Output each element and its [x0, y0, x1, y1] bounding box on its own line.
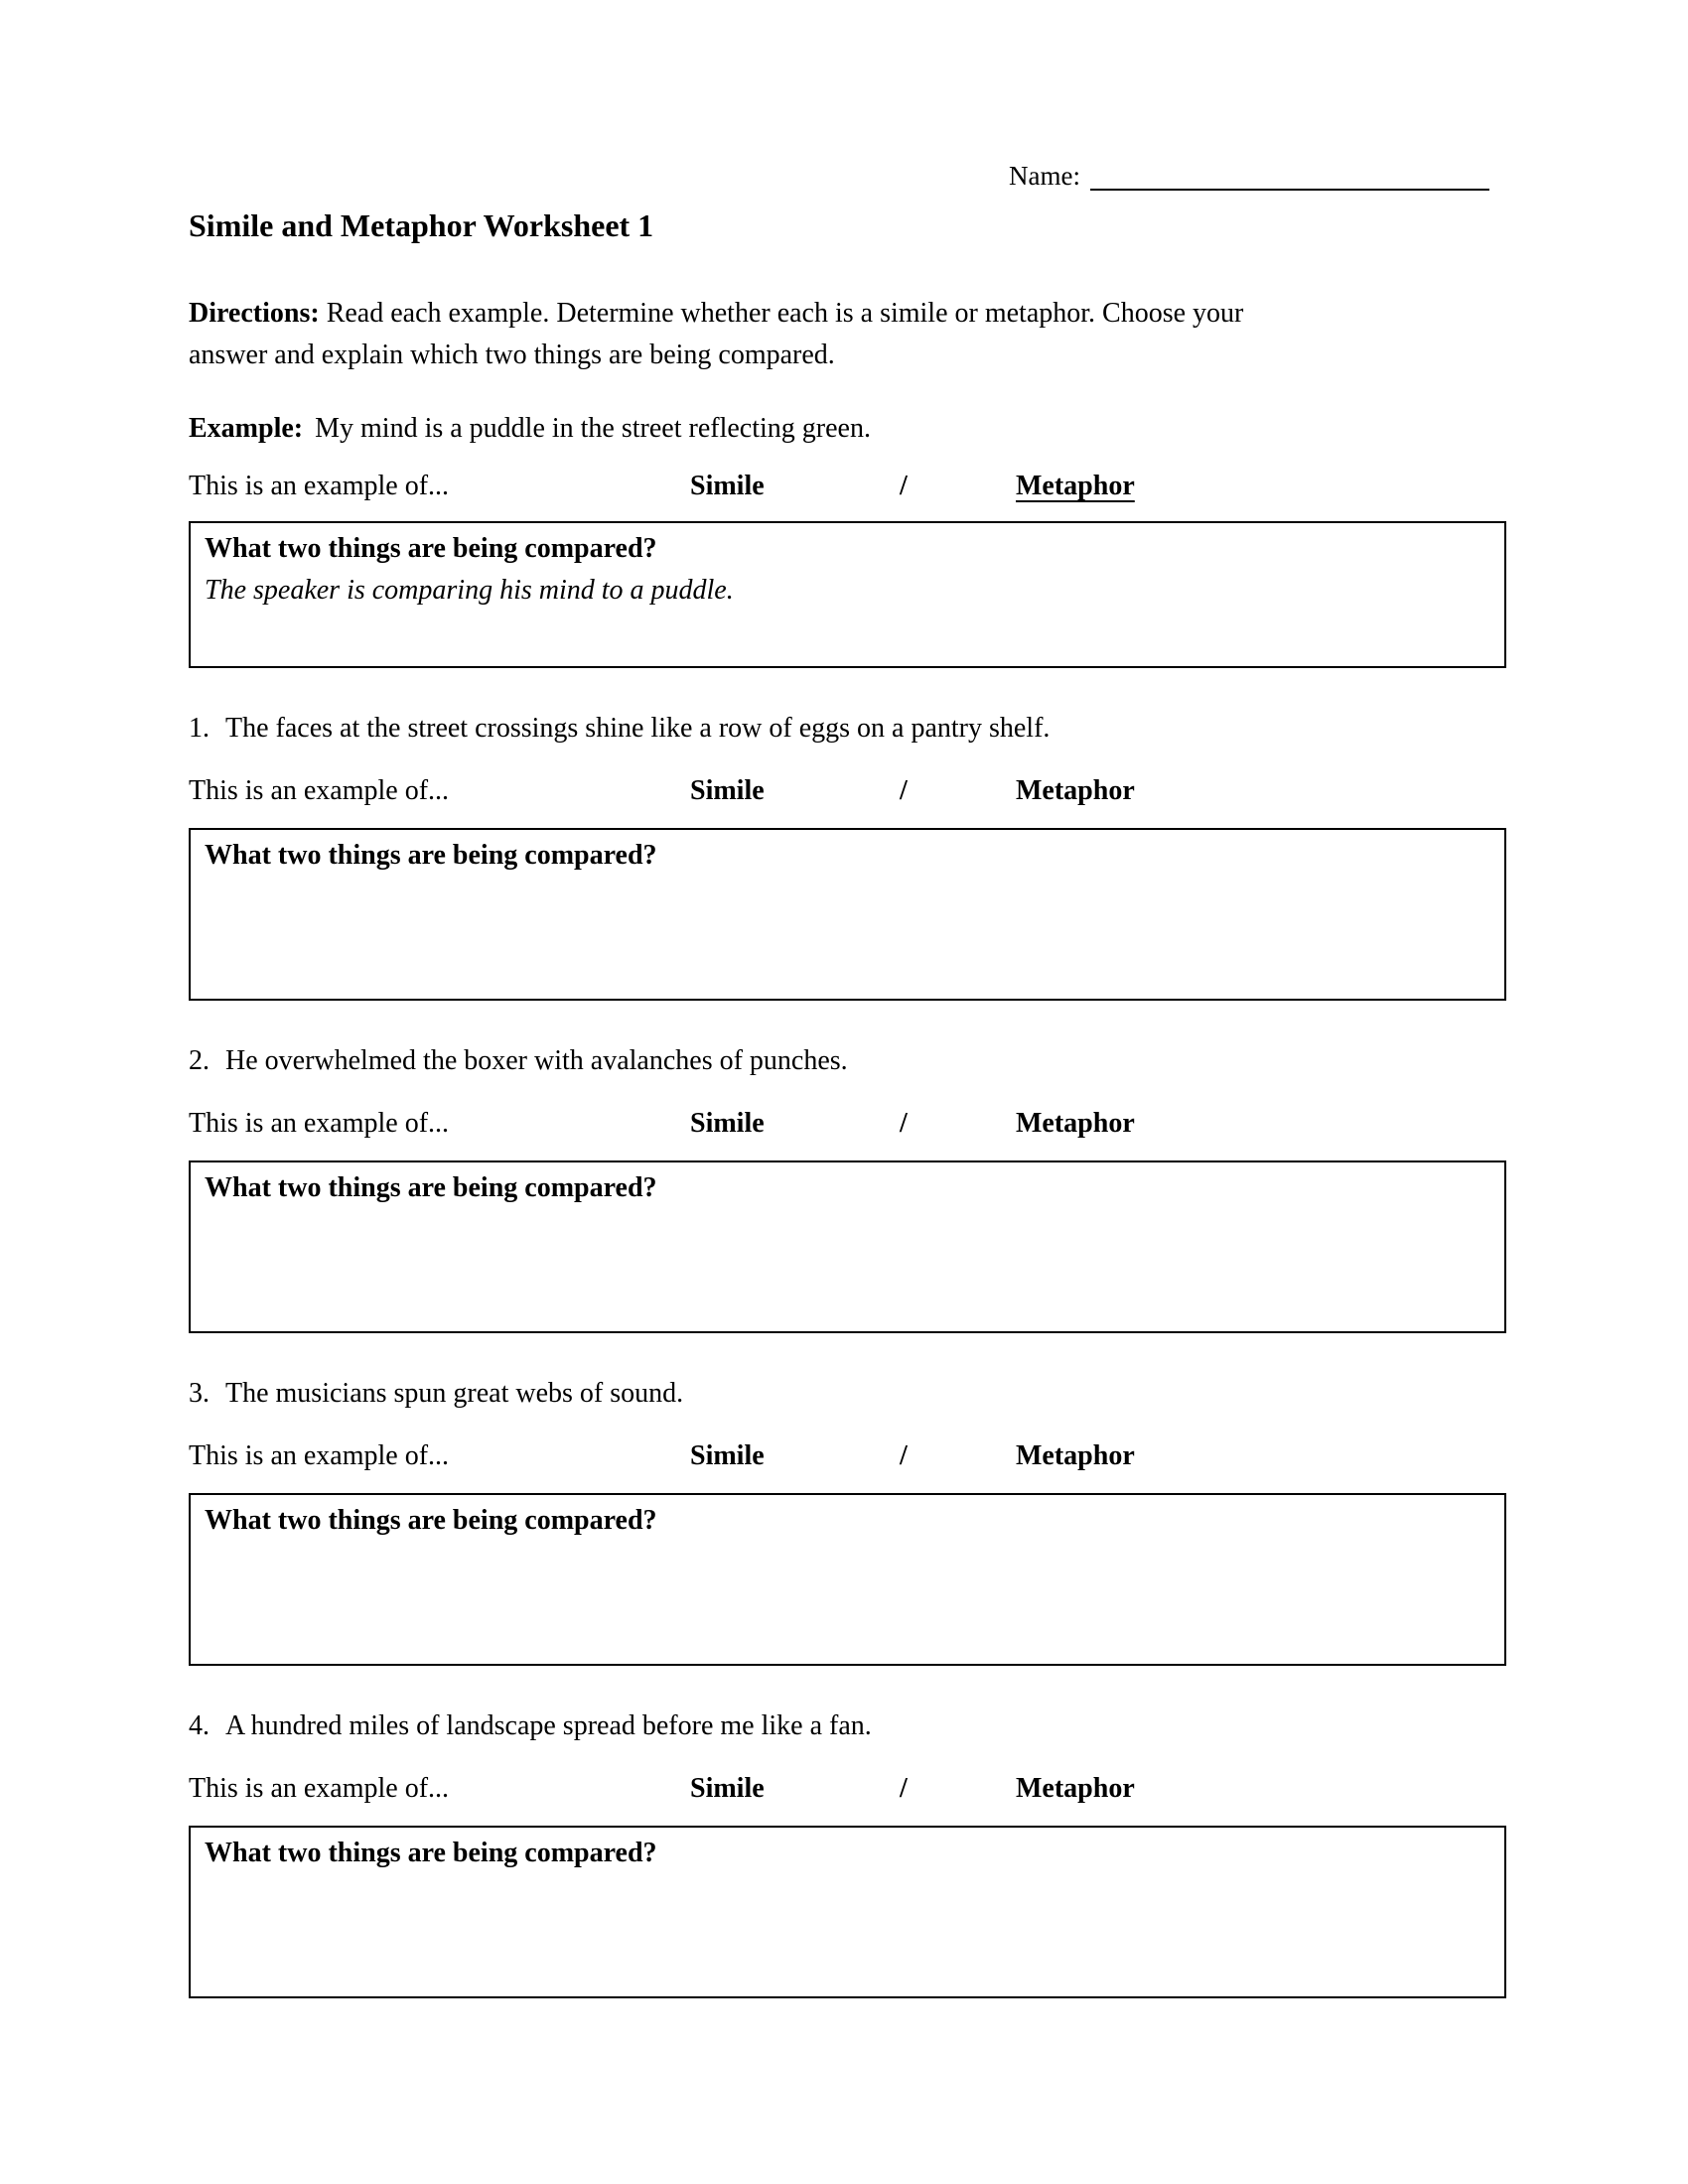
choice-prompt: This is an example of...	[189, 471, 450, 501]
question-sentence	[189, 1044, 1504, 1078]
example-sentence-row	[189, 412, 1504, 446]
choice-slash: /	[900, 1440, 908, 1471]
question-1-answer-box	[189, 828, 1506, 1001]
question-2-write-area[interactable]	[205, 1206, 1490, 1286]
question-1-choice-metaphor[interactable]: Metaphor	[1016, 775, 1135, 806]
question-block-3	[189, 1377, 1504, 1666]
question-2-choice-row	[189, 1109, 1504, 1139]
question-3-choice-metaphor[interactable]: Metaphor	[1016, 1440, 1135, 1471]
question-4-write-area[interactable]	[205, 1871, 1490, 1951]
name-input-line[interactable]	[1090, 159, 1489, 191]
question-block-4	[189, 1709, 1504, 1998]
example-choice-row	[189, 472, 1504, 501]
directions-line1: Directions: Read each example. Determine whether each is a simile or metaphor. Choose your	[189, 298, 1244, 329]
example-choice-simile[interactable]: Simile	[690, 471, 765, 501]
question-block-1	[189, 712, 1504, 1001]
question-text: The musicians spun great webs of sound.	[225, 1378, 684, 1409]
example-label: Example:	[189, 413, 304, 444]
directions-line2: answer and explain which two things are being compared.	[189, 340, 835, 370]
question-sentence	[189, 1377, 1504, 1411]
question-3-write-area[interactable]	[205, 1539, 1490, 1618]
question-3-choice-row	[189, 1441, 1504, 1471]
question-4-choice-simile[interactable]: Simile	[690, 1773, 765, 1804]
choice-prompt: This is an example of...	[189, 1108, 450, 1139]
example-answer-box	[189, 521, 1506, 668]
question-4-choice-row	[189, 1774, 1504, 1804]
directions-label: Directions:	[189, 298, 320, 329]
box-prompt: What two things are being compared?	[205, 840, 657, 871]
box-prompt: What two things are being compared?	[205, 533, 657, 564]
question-1-choice-simile[interactable]: Simile	[690, 775, 765, 806]
name-field-row	[189, 0, 1504, 191]
question-text: A hundred miles of landscape spread before me like a fan.	[225, 1710, 872, 1741]
box-prompt: What two things are being compared?	[205, 1838, 657, 1868]
question-2-answer-box	[189, 1160, 1506, 1333]
page-title: Simile and Metaphor Worksheet 1	[189, 207, 654, 243]
question-sentence	[189, 712, 1504, 746]
directions-text	[189, 293, 1504, 376]
choice-slash: /	[900, 775, 908, 806]
box-prompt: What two things are being compared?	[205, 1505, 657, 1536]
box-prompt: What two things are being compared?	[205, 1172, 657, 1203]
choice-prompt: This is an example of...	[189, 1773, 450, 1804]
question-sentence	[189, 1709, 1504, 1743]
question-number: 2.	[189, 1045, 210, 1076]
question-number: 4.	[189, 1710, 210, 1741]
question-block-2	[189, 1044, 1504, 1333]
question-1-choice-row	[189, 776, 1504, 806]
question-1-write-area[interactable]	[205, 874, 1490, 953]
question-number: 1.	[189, 713, 210, 744]
choice-prompt: This is an example of...	[189, 1440, 450, 1471]
question-3-answer-box	[189, 1493, 1506, 1666]
question-number: 3.	[189, 1378, 210, 1409]
choice-prompt: This is an example of...	[189, 775, 450, 806]
question-text: The faces at the street crossings shine like a row of eggs on a pantry shelf.	[225, 713, 1051, 744]
choice-slash: /	[900, 1773, 908, 1804]
question-4-choice-metaphor[interactable]: Metaphor	[1016, 1773, 1135, 1804]
choice-slash: /	[900, 471, 908, 501]
question-4-answer-box	[189, 1826, 1506, 1998]
example-sentence: My mind is a puddle in the street reflecting green.	[315, 413, 871, 444]
question-2-choice-simile[interactable]: Simile	[690, 1108, 765, 1139]
question-3-choice-simile[interactable]: Simile	[690, 1440, 765, 1471]
choice-slash: /	[900, 1108, 908, 1139]
example-answer-text: The speaker is comparing his mind to a puddle.	[205, 575, 734, 606]
question-2-choice-metaphor[interactable]: Metaphor	[1016, 1108, 1135, 1139]
question-text: He overwhelmed the boxer with avalanches of punches.	[225, 1045, 848, 1076]
name-label: Name:	[1009, 161, 1080, 191]
example-choice-metaphor-selected[interactable]: Metaphor	[1016, 471, 1135, 501]
